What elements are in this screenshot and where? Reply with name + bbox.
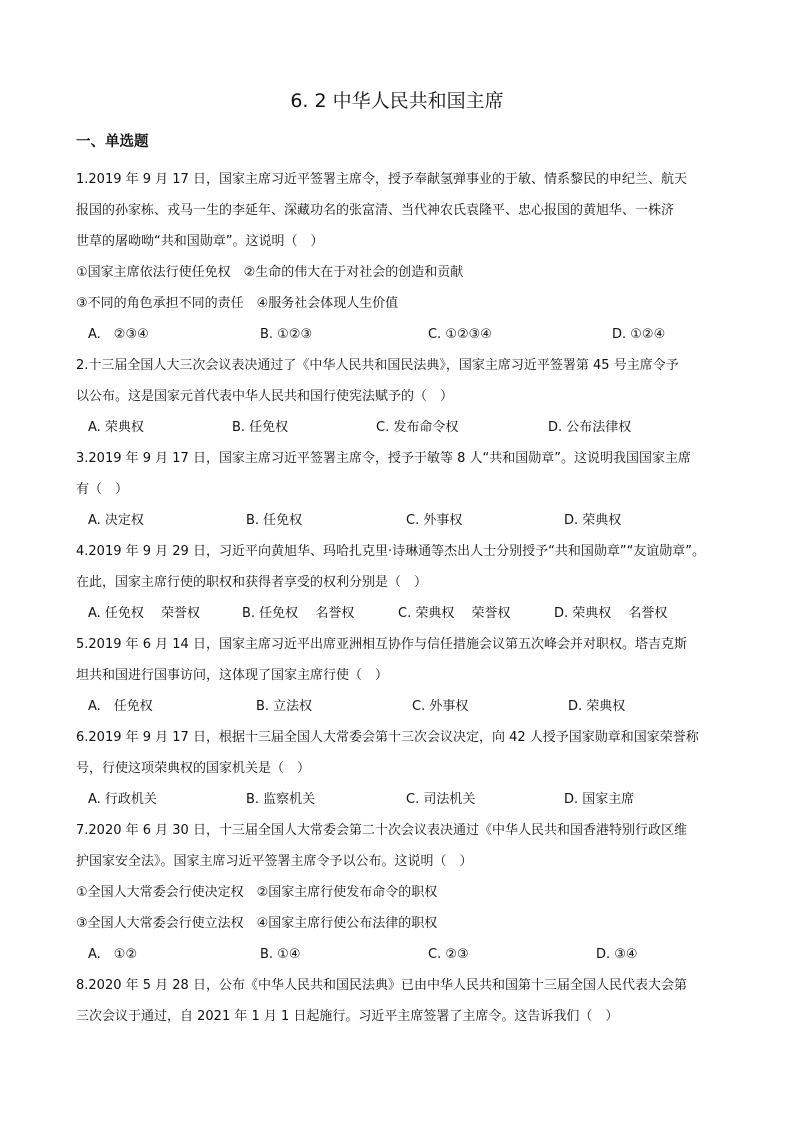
option-a: A. 任免权 荣誉权 xyxy=(88,606,201,621)
question-text-line: 以公布。这是国家元首代表中华人民共和国行使宪法赋予的（ ） xyxy=(76,389,454,404)
question-2 xyxy=(76,356,726,449)
options-row xyxy=(76,790,726,821)
question-text-line: ③不同的角色承担不同的责任 ④服务社会体现人生价值 xyxy=(76,296,399,311)
option-c: C. 荣典权 荣誉权 xyxy=(398,606,511,621)
option-d: D. 荣典权 名誉权 xyxy=(554,606,668,621)
option-c: C. ②③ xyxy=(428,947,469,962)
option-c: C. ①②③④ xyxy=(428,327,492,342)
option-b: B. ①②③ xyxy=(260,327,313,342)
question-text-line: 5.2019 年 6 月 14 日，国家主席习近平出席亚洲相互协作与信任措施会议第五次峰会并对职权。塔吉克斯 xyxy=(76,637,687,652)
page-title: 6. 2 中华人民共和国主席 xyxy=(290,90,504,112)
option-b: B. 任免权 名誉权 xyxy=(242,606,355,621)
question-text-line: ③全国人大常委会行使立法权 ④国家主席行使公布法律的职权 xyxy=(76,916,438,931)
question-text-line: 3.2019 年 9 月 17 日，国家主席习近平签署主席令，授予于敏等 8 人“共和国勋章”。这说明我国国家主席 xyxy=(76,451,691,466)
question-text-line: 1.2019 年 9 月 17 日，国家主席习近平签署主席令，授予奉献氢弹事业的于敏、情系黎民的申纪兰、航天 xyxy=(76,172,687,187)
question-1 xyxy=(76,170,726,356)
question-text-line: ①国家主席依法行使任免权 ②生命的伟大在于对社会的创造和贡献 xyxy=(76,265,464,280)
question-text-line: 护国家安全法》。国家主席习近平签署主席令予以公布。这说明（ ） xyxy=(76,854,473,869)
option-d: D. 荣典权 xyxy=(564,513,622,528)
options-row xyxy=(76,418,726,449)
option-c: C. 外事权 xyxy=(406,513,463,528)
options-row xyxy=(76,511,726,542)
question-text-line: ①全国人大常委会行使决定权 ②国家主席行使发布命令的职权 xyxy=(76,885,438,900)
option-d: D. 国家主席 xyxy=(564,792,635,807)
option-c: C. 外事权 xyxy=(412,699,469,714)
question-text-line: 8.2020 年 5 月 28 日，公布《中华人民共和国民法典》已由中华人民共和国第十三届全国人民代表大会第 xyxy=(76,978,687,993)
option-c: C. 发布命令权 xyxy=(376,420,459,435)
option-c: C. 司法机关 xyxy=(406,792,476,807)
question-3 xyxy=(76,449,726,542)
question-5 xyxy=(76,635,726,728)
question-text-line: 7.2020 年 6 月 30 日，十三届全国人大常委会第二十次会议表决通过《中华人民共和国香港特别行政区维 xyxy=(76,823,687,838)
options-row xyxy=(76,604,726,635)
question-6 xyxy=(76,728,726,821)
question-text-line: 三次会议于通过，自 2021 年 1 月 1 日起施行。习近平主席签署了主席令。这告诉我们（ ） xyxy=(76,1009,619,1024)
question-8 xyxy=(76,976,726,1038)
option-d: D. ①②④ xyxy=(612,327,666,342)
question-text-line: 有（ ） xyxy=(76,482,129,497)
question-text-line: 在此，国家主席行使的职权和获得者享受的权利分别是（ ） xyxy=(76,575,428,590)
question-text-line: 坦共和国进行国事访问，这体现了国家主席行使（ ） xyxy=(76,668,389,683)
question-text-line: 号，行使这项荣典权的国家机关是（ ） xyxy=(76,761,311,776)
option-a: A. 决定权 xyxy=(88,513,144,528)
options-row xyxy=(76,697,726,728)
option-a: A. 任免权 xyxy=(88,699,153,714)
option-d: D. 荣典权 xyxy=(568,699,626,714)
option-b: B. 立法权 xyxy=(256,699,313,714)
question-text-line: 6.2019 年 9 月 17 日，根据十三届全国人大常委会第十三次会议决定，向 42 人授予国家勋章和国家荣誉称 xyxy=(76,730,699,745)
options-row xyxy=(76,325,726,356)
option-b: B. 任免权 xyxy=(232,420,289,435)
question-list xyxy=(76,170,726,1038)
section-heading: 一、单选题 xyxy=(76,134,149,150)
option-a: A. 荣典权 xyxy=(88,420,144,435)
option-b: B. 任免权 xyxy=(246,513,303,528)
question-text-line: 2.十三届全国人大三次会议表决通过了《中华人民共和国民法典》，国家主席习近平签署第 45 号主席令予 xyxy=(76,358,679,373)
question-text-line: 报国的孙家栋、戎马一生的李延年、深藏功名的张富清、当代神农氏袁隆平、忠心报国的黄旭华、一株济 xyxy=(76,203,675,218)
question-text-line: 4.2019 年 9 月 29 日，习近平向黄旭华、玛哈扎克里·诗琳通等杰出人士分别授予“共和国勋章”“友谊勋章”。 xyxy=(76,544,706,559)
option-d: D. 公布法律权 xyxy=(548,420,632,435)
option-b: B. ①④ xyxy=(260,947,301,962)
option-a: A. ①② xyxy=(88,947,138,962)
option-a: A. ②③④ xyxy=(88,327,149,342)
question-4 xyxy=(76,542,726,635)
options-row xyxy=(76,945,726,976)
option-d: D. ③④ xyxy=(596,947,638,962)
option-a: A. 行政机关 xyxy=(88,792,157,807)
option-b: B. 监察机关 xyxy=(246,792,316,807)
question-7 xyxy=(76,821,726,976)
question-text-line: 世草的屠呦呦“共和国勋章”。这说明（ ） xyxy=(76,234,324,249)
